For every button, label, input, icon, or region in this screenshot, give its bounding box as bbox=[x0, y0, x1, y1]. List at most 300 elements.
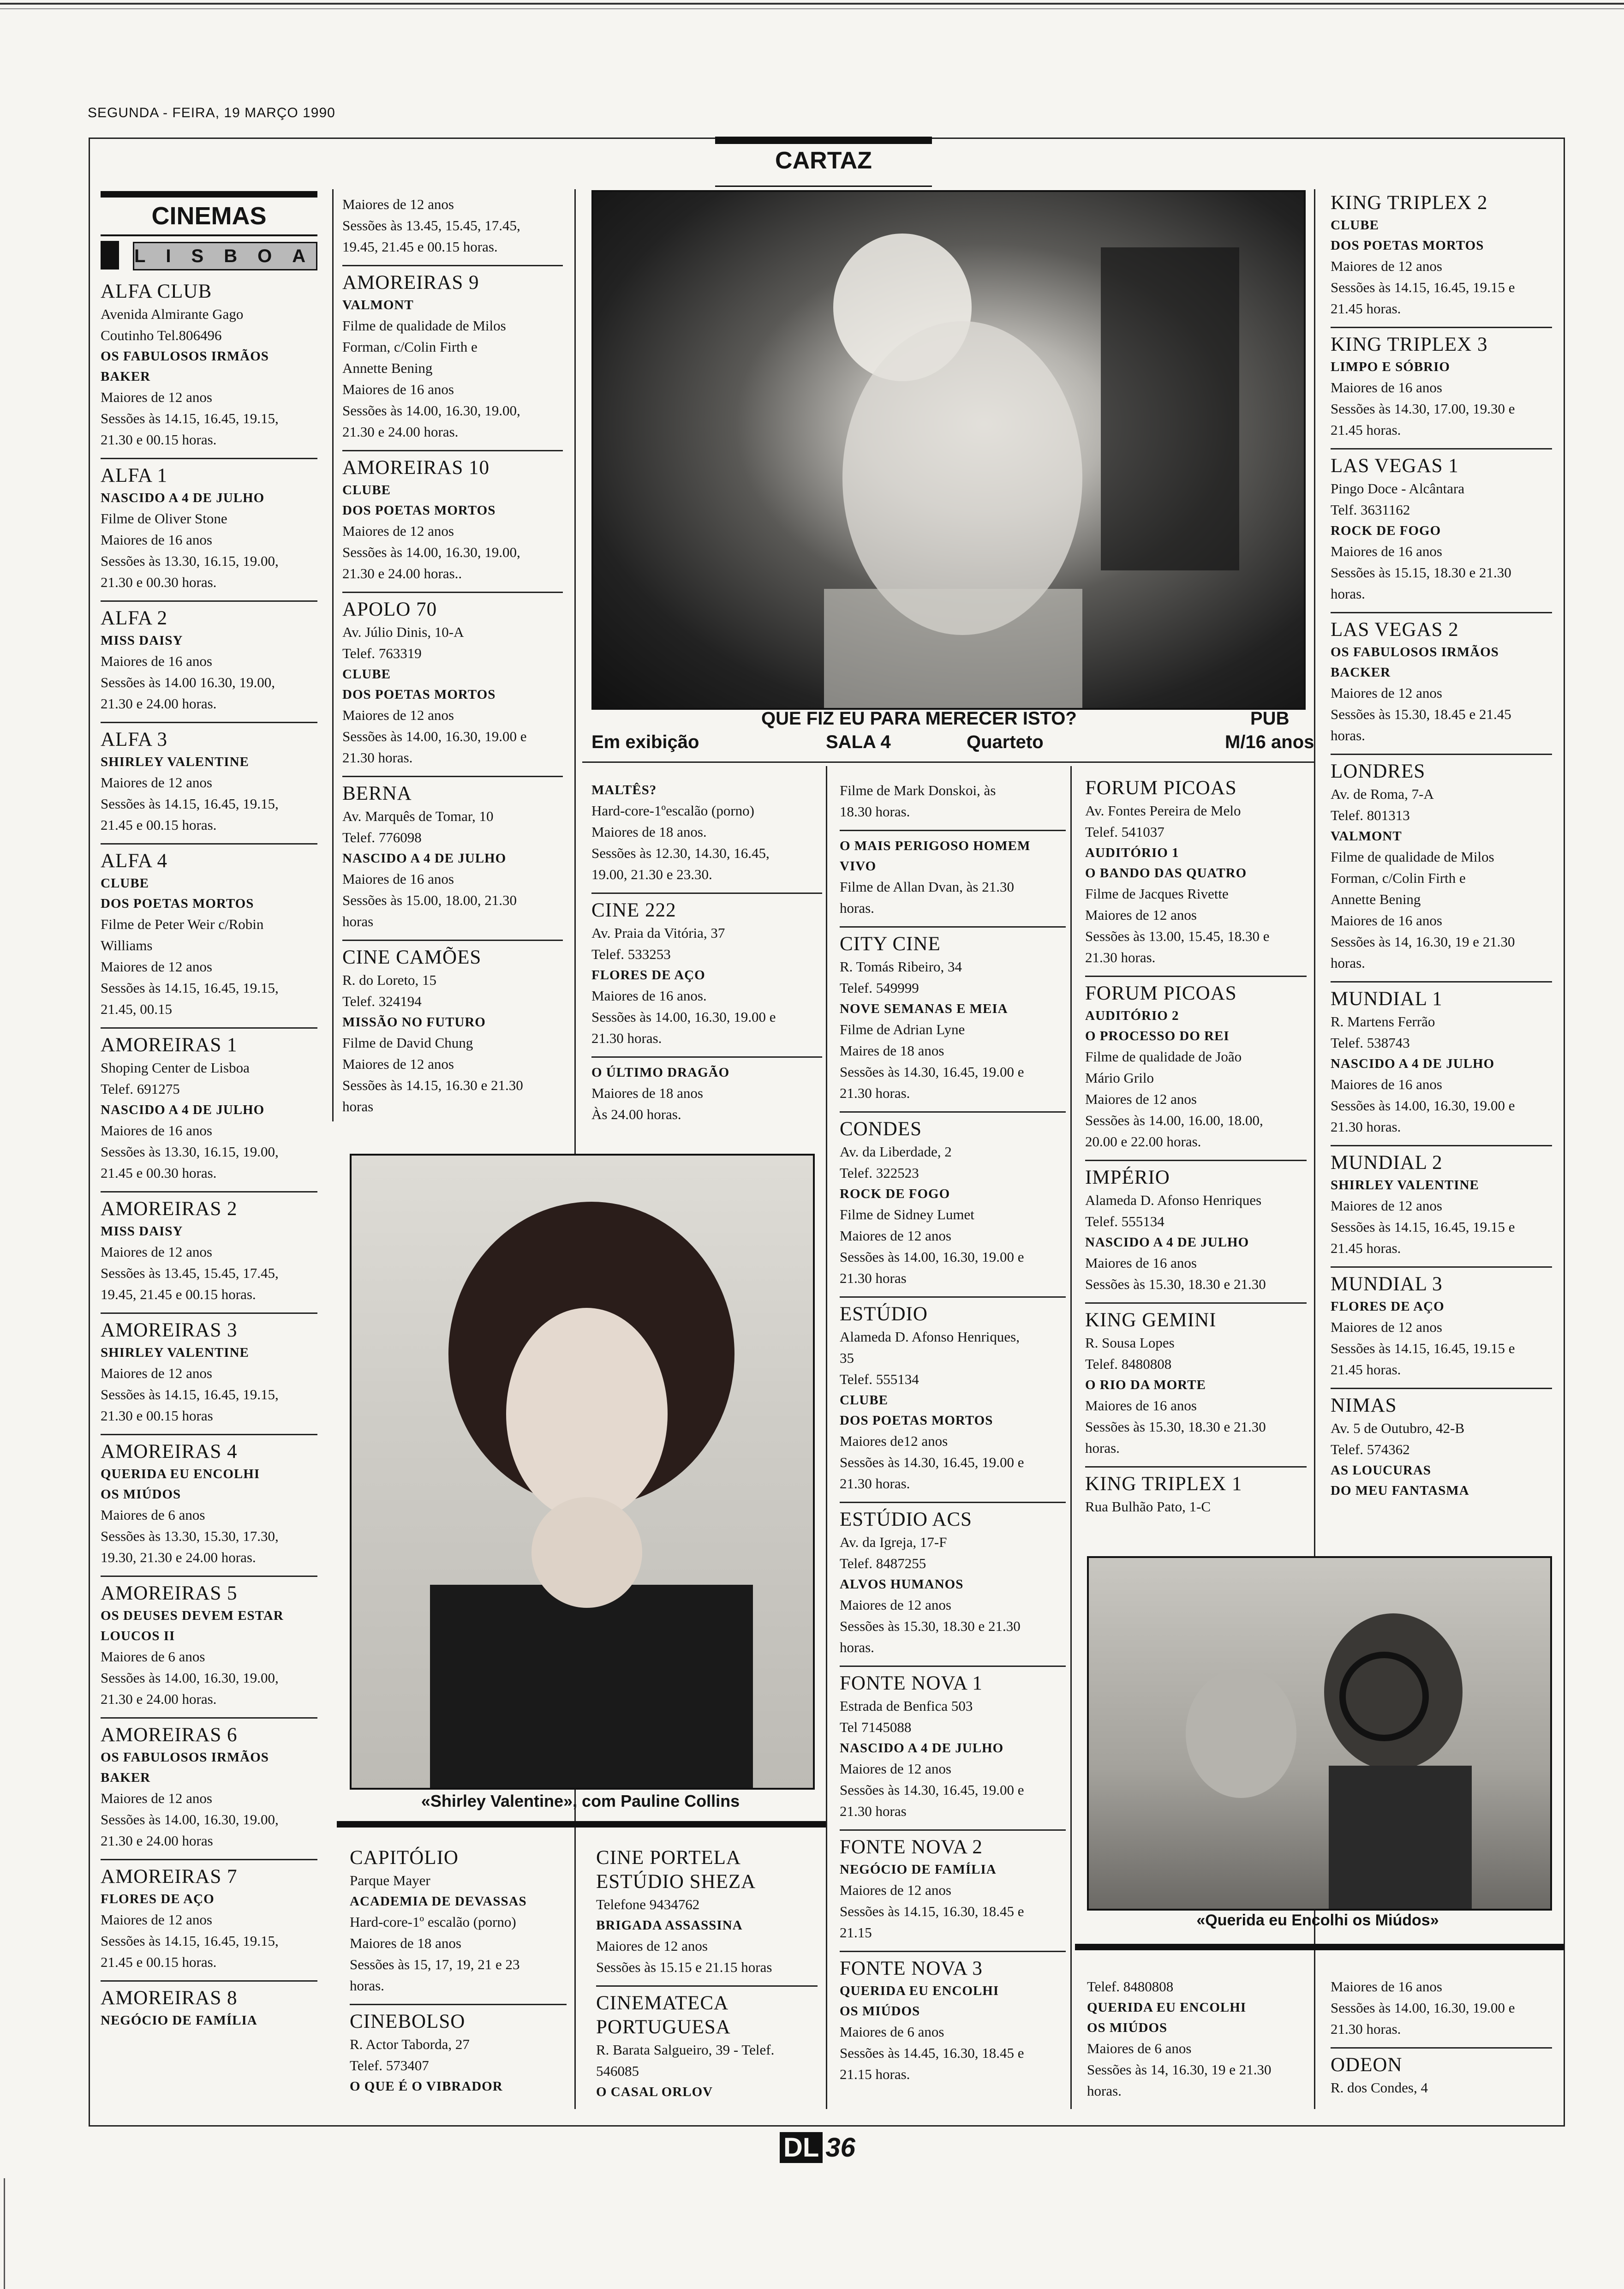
session-info: Filme de qualidade de Milos bbox=[1331, 849, 1494, 865]
cinema-name: AMOREIRAS 5 bbox=[101, 1582, 238, 1604]
session-info: Sessões às 13.30, 15.30, 17.30, bbox=[101, 1528, 279, 1544]
session-info: Hard-core-1º escalão (porno) bbox=[350, 1914, 516, 1930]
session-info: 20.00 e 22.00 horas. bbox=[1085, 1133, 1201, 1150]
session-info: Maiores de 12 anos bbox=[596, 1938, 708, 1954]
session-info: Maiores de 6 anos bbox=[1087, 2040, 1192, 2056]
cinema-name: KING TRIPLEX 3 bbox=[1331, 334, 1488, 355]
cinema-address: Telef. 538743 bbox=[1331, 1035, 1410, 1051]
session-info: 21.30 e 00.15 horas bbox=[101, 1408, 213, 1424]
cinema-listing bbox=[840, 1829, 1066, 1951]
cinema-address: Telef. 541037 bbox=[1085, 824, 1164, 840]
session-info: Filme de qualidade de Milos bbox=[342, 318, 506, 334]
film-title: NASCIDO A 4 DE JULHO bbox=[101, 491, 265, 505]
session-info: Maiores de 16 anos bbox=[1085, 1397, 1197, 1414]
column-4 bbox=[840, 775, 1066, 2092]
session-info: Maiores de 18 anos bbox=[350, 1935, 461, 1951]
session-info: Filme de Mark Donskoi, às bbox=[840, 782, 996, 798]
session-info: Maiores de 16 anos bbox=[342, 381, 454, 397]
film-title: QUERIDA EU ENCOLHI bbox=[1087, 2000, 1247, 2015]
cinema-address: Av. Júlio Dinis, 10-A bbox=[342, 624, 464, 640]
cinema-listing bbox=[1087, 1971, 1308, 2109]
cinema-listing bbox=[101, 1191, 317, 1312]
film-title: NASCIDO A 4 DE JULHO bbox=[840, 1741, 1004, 1756]
shirley-valentine-caption: «Shirley Valentine», com Pauline Collins bbox=[421, 1792, 740, 1810]
film-title: MISS DAISY bbox=[101, 633, 183, 648]
cinema-address: Telef. 574362 bbox=[1331, 1441, 1410, 1457]
session-info: Maiores de 12 anos bbox=[1085, 907, 1197, 923]
session-info: Maiores de 16 anos bbox=[1331, 543, 1442, 559]
column-3 bbox=[591, 775, 822, 1133]
ad-bottom-rule bbox=[582, 761, 1314, 763]
session-info: 18.30 horas. bbox=[840, 803, 910, 820]
cinema-address: Telefone 9434762 bbox=[596, 1896, 700, 1912]
film-title: LOUCOS II bbox=[101, 1629, 175, 1643]
session-info: Maiores de 12 anos bbox=[101, 1244, 212, 1260]
session-info: Sessões às 15.15, 18.30 e 21.30 bbox=[1331, 564, 1511, 581]
session-info: Maiores de 12 anos bbox=[840, 1228, 951, 1244]
session-info: Maires de 18 anos bbox=[840, 1043, 944, 1059]
cinema-address: Shoping Center de Lisboa bbox=[101, 1060, 250, 1076]
cinema-listing bbox=[1331, 186, 1552, 327]
session-info: Maiores de 12 anos bbox=[840, 1882, 951, 1898]
session-info: Forman, c/Colin Firth e bbox=[342, 339, 478, 355]
cinema-listing bbox=[1085, 772, 1307, 976]
film-title: BAKER bbox=[101, 369, 151, 384]
cinema-name: CINE CAMÕES bbox=[342, 947, 482, 968]
session-info: Sessões às 14.15, 16.45, 19.15 e bbox=[1331, 1340, 1515, 1356]
session-info: Sessões às 14.00, 16.30, 19.00, bbox=[342, 544, 520, 560]
session-info: Filme de Allan Dvan, às 21.30 bbox=[840, 879, 1014, 895]
cinema-listing bbox=[840, 830, 1066, 926]
page-top-rule-thin bbox=[0, 8, 1624, 9]
cinema-address: Telef. 555134 bbox=[1085, 1213, 1164, 1229]
cinema-listing bbox=[1331, 1388, 1552, 1508]
film-title: VALMONT bbox=[1331, 829, 1402, 844]
session-info: 21.30 e 00.15 horas. bbox=[101, 431, 217, 448]
cinema-address: Pingo Doce - Alcântara bbox=[1331, 480, 1465, 497]
cinema-name: ALFA 2 bbox=[101, 607, 167, 629]
cinema-address: R. dos Condes, 4 bbox=[1331, 2079, 1428, 2096]
cinema-name: IMPÉRIO bbox=[1085, 1167, 1170, 1188]
session-info: horas bbox=[342, 913, 374, 929]
session-info: Maiores de 12 anos bbox=[342, 196, 454, 212]
film-title: OS MIÚDOS bbox=[1087, 2020, 1168, 2035]
column-bottom-b bbox=[350, 1841, 567, 2104]
cinema-address: Telef. 549999 bbox=[840, 980, 919, 996]
cinema-name: KING GEMINI bbox=[1085, 1309, 1217, 1331]
column-6 bbox=[1331, 186, 1552, 1508]
session-info: 21.30 horas. bbox=[840, 1085, 910, 1101]
cinema-listing bbox=[1331, 1971, 1552, 2047]
cinema-listing bbox=[1085, 1466, 1307, 1525]
session-info: 21.30 e 24.00 horas.. bbox=[342, 565, 462, 581]
session-info: 21.30 horas. bbox=[1331, 1119, 1401, 1135]
cinema-name: CINEMATECA PORTUGUESA bbox=[596, 1992, 731, 2038]
film-title: O RIO DA MORTE bbox=[1085, 1378, 1206, 1392]
cinema-address: R. Martens Ferrão bbox=[1331, 1013, 1435, 1030]
cinema-listing bbox=[101, 1859, 317, 1980]
session-info: 21.30 horas. bbox=[342, 749, 413, 766]
film-title: O BANDO DAS QUATRO bbox=[1085, 866, 1247, 881]
cinema-listing bbox=[596, 1841, 818, 1985]
cinema-address: R. do Loreto, 15 bbox=[342, 972, 437, 988]
cinema-listing bbox=[840, 1296, 1066, 1502]
session-info: Sessões às 14.45, 16.30, 18.45 e bbox=[840, 2045, 1024, 2061]
cinema-name: AMOREIRAS 8 bbox=[101, 1987, 238, 2009]
cinema-listing bbox=[1085, 1160, 1307, 1302]
session-info: 21.30 e 00.30 horas. bbox=[101, 574, 217, 590]
cinema-name: MUNDIAL 2 bbox=[1331, 1152, 1443, 1174]
film-title: O MAIS PERIGOSO HOMEM bbox=[840, 839, 1031, 853]
session-info: Maiores de 12 anos bbox=[1331, 1319, 1442, 1335]
session-info: Sessões às 14.00, 16.00, 18.00, bbox=[1085, 1112, 1263, 1128]
cinema-address: R. Actor Taborda, 27 bbox=[350, 2036, 470, 2052]
cinema-name: MUNDIAL 1 bbox=[1331, 988, 1443, 1010]
cinema-address: Alameda D. Afonso Henriques, bbox=[840, 1329, 1020, 1345]
cinema-address: Estrada de Benfica 503 bbox=[840, 1698, 973, 1714]
session-info: 21.45, 00.15 bbox=[101, 1001, 172, 1017]
ad-cinema-label: Quarteto bbox=[967, 732, 1044, 752]
column-bottom-c bbox=[596, 1841, 818, 2109]
cinema-name: CINE 222 bbox=[591, 899, 676, 921]
session-info: Maiores de 12 anos bbox=[342, 707, 454, 723]
cinema-address: R. Tomás Ribeiro, 34 bbox=[840, 959, 962, 975]
session-info: horas. bbox=[1085, 1440, 1120, 1456]
cinema-listing bbox=[101, 722, 317, 843]
session-info: horas. bbox=[840, 900, 874, 916]
session-info: Sessões às 14.00, 16.30, 19.00, bbox=[101, 1811, 279, 1828]
cinema-address: Telef. 555134 bbox=[840, 1371, 919, 1387]
film-title: AUDITÓRIO 1 bbox=[1085, 845, 1179, 860]
cinema-address: Telef. 776098 bbox=[342, 829, 422, 845]
session-info: Sessões às 13.00, 15.45, 18.30 e bbox=[1085, 928, 1270, 944]
film-title: O ÚLTIMO DRAGÃO bbox=[591, 1065, 730, 1080]
film-title: DOS POETAS MORTOS bbox=[342, 687, 496, 702]
film-title: AS LOUCURAS bbox=[1331, 1463, 1432, 1478]
film-title: MALTÊS? bbox=[591, 783, 657, 797]
session-info: Maiores de 16 anos bbox=[1085, 1255, 1197, 1271]
film-title: NASCIDO A 4 DE JULHO bbox=[1331, 1056, 1495, 1071]
session-info: Sessões às 14.15, 16.45, 19.15 e bbox=[1331, 279, 1515, 295]
cinema-listing bbox=[840, 775, 1066, 830]
session-info: Sessões às 14.00, 16.30, 19.00, bbox=[101, 1670, 279, 1686]
film-title: VIVO bbox=[840, 859, 877, 874]
session-info: Sessões às 14.00, 16.30, 19.00 e bbox=[1331, 2000, 1515, 2016]
session-info: Filme de Sidney Lumet bbox=[840, 1206, 974, 1222]
film-title: OS MIÚDOS bbox=[840, 2004, 920, 2019]
cinema-listing bbox=[591, 1056, 822, 1133]
session-info: 19.00, 21.30 e 23.30. bbox=[591, 866, 712, 882]
session-info: Sessões às 14.30, 16.45, 19.00 e bbox=[840, 1454, 1024, 1470]
session-info: 21.45 e 00.15 horas. bbox=[101, 817, 217, 833]
session-info: Sessões às 15.00, 18.00, 21.30 bbox=[342, 892, 517, 908]
cinema-address: Rua Bulhão Pato, 1-C bbox=[1085, 1498, 1211, 1515]
cinema-name: BERNA bbox=[342, 783, 412, 804]
cinema-address: Av. da Liberdade, 2 bbox=[840, 1144, 952, 1160]
cinema-listing bbox=[101, 1980, 317, 2038]
session-info: Maiores de 16 anos bbox=[101, 1122, 212, 1139]
cinema-listing bbox=[342, 776, 563, 940]
cinema-listing bbox=[350, 2004, 567, 2104]
page-number: 36 bbox=[825, 2133, 855, 2163]
session-info: Maiores de 12 anos bbox=[101, 1911, 212, 1928]
film-title: DOS POETAS MORTOS bbox=[101, 896, 254, 911]
session-info: Maiores de 12 anos bbox=[1331, 1198, 1442, 1214]
film-title: O CASAL ORLOV bbox=[596, 2085, 713, 2099]
session-info: Maiores de 12 anos bbox=[342, 1056, 454, 1072]
session-info: Sessões às 13.45, 15.45, 17.45, bbox=[342, 217, 520, 234]
cinema-address: Telef. 324194 bbox=[342, 993, 422, 1009]
session-info: Hard-core-1ºescalão (porno) bbox=[591, 803, 755, 819]
cinema-address: Av. 5 de Outubro, 42-B bbox=[1331, 1420, 1465, 1436]
session-info: 21.15 horas. bbox=[840, 2066, 910, 2082]
film-title: NASCIDO A 4 DE JULHO bbox=[101, 1103, 265, 1117]
film-title: FLORES DE AÇO bbox=[591, 968, 705, 983]
cinema-listing bbox=[596, 1985, 818, 2109]
cinema-name: LAS VEGAS 2 bbox=[1331, 619, 1459, 641]
session-info: Maiores de 12 anos bbox=[101, 1365, 212, 1381]
cinemas-heading: CINEMAS bbox=[101, 191, 317, 236]
ad-rating-label: M/16 anos bbox=[1225, 732, 1314, 752]
session-info: Sessões às 15.30, 18.45 e 21.45 bbox=[1331, 706, 1511, 722]
session-info: 21.30 horas bbox=[840, 1270, 907, 1286]
cinema-name: FONTE NOVA 2 bbox=[840, 1836, 983, 1858]
film-title: ALVOS HUMANOS bbox=[840, 1577, 964, 1592]
film-title: AUDITÓRIO 2 bbox=[1085, 1008, 1179, 1023]
film-title: O PROCESSO DO REI bbox=[1085, 1029, 1230, 1043]
session-info: Maiores de 16 anos bbox=[101, 532, 212, 548]
session-info: Filme de Peter Weir c/Robin bbox=[101, 916, 264, 932]
ad-photo-figure bbox=[593, 192, 1304, 708]
cinema-listing bbox=[101, 458, 317, 600]
cinema-address: 546085 bbox=[596, 2063, 639, 2079]
querida-caption: «Querida eu Encolhi os Miúdos» bbox=[1196, 1911, 1439, 1929]
cinema-listing bbox=[1331, 754, 1552, 981]
cinema-name: FONTE NOVA 1 bbox=[840, 1672, 983, 1694]
session-info: Mário Grilo bbox=[1085, 1070, 1154, 1086]
film-title: FLORES DE AÇO bbox=[101, 1892, 215, 1906]
cinema-listing bbox=[591, 893, 822, 1056]
session-info: Sessões às 14.00, 16.30, 19.00 e bbox=[840, 1249, 1024, 1265]
session-info: Sessões às 15.15 e 21.15 horas bbox=[596, 1959, 772, 1975]
cinema-listing bbox=[1331, 981, 1552, 1145]
cinema-name: AMOREIRAS 9 bbox=[342, 272, 479, 294]
session-info: Maiores de 12 anos bbox=[1085, 1091, 1197, 1107]
cinema-listing bbox=[342, 592, 563, 776]
cinema-name: ALFA 1 bbox=[101, 465, 167, 486]
caption-rule bbox=[1075, 1944, 1564, 1950]
session-info: Annette Bening bbox=[1331, 891, 1421, 907]
session-info: 21.45 horas. bbox=[1331, 422, 1401, 438]
session-info: Maiores de 16 anos bbox=[1331, 912, 1442, 929]
session-info: 21.45 horas. bbox=[1331, 1240, 1401, 1256]
session-info: Sessões às 14, 16.30, 19 e 21.30 bbox=[1331, 934, 1515, 950]
cinema-name: LONDRES bbox=[1331, 761, 1426, 782]
film-title: SHIRLEY VALENTINE bbox=[101, 755, 249, 769]
cinema-listing bbox=[101, 600, 317, 722]
session-info: Maiores de 12 anos bbox=[101, 959, 212, 975]
session-info: Forman, c/Colin Firth e bbox=[1331, 870, 1466, 886]
session-info: Maiores de 16 anos bbox=[1331, 1076, 1442, 1092]
cinema-listing bbox=[101, 1576, 317, 1717]
session-info: Sessões às 14.00, 16.30, 19.00 e bbox=[342, 728, 527, 744]
session-info: 21.30 e 24.00 horas. bbox=[101, 695, 217, 712]
session-info: Maiores de 12 anos bbox=[342, 523, 454, 539]
session-info: Sessões às 15.30, 18.30 e 21.30 bbox=[840, 1618, 1021, 1634]
film-title: BAKER bbox=[101, 1770, 151, 1785]
session-info: horas. bbox=[1087, 2083, 1122, 2099]
session-info: Maiores de 16 anos bbox=[101, 653, 212, 669]
page-top-rule bbox=[0, 3, 1624, 5]
session-info: horas bbox=[342, 1098, 374, 1115]
film-title: CLUBE bbox=[1331, 218, 1379, 233]
ad-pub-label: PUB bbox=[1250, 708, 1290, 729]
city-banner bbox=[101, 241, 326, 270]
cinema-listing bbox=[101, 1717, 317, 1859]
session-info: 21.45 e 00.15 horas. bbox=[101, 1954, 217, 1970]
session-info: horas. bbox=[1331, 955, 1365, 971]
cinema-listing bbox=[1331, 448, 1552, 612]
cinema-name: AMOREIRAS 3 bbox=[101, 1319, 238, 1341]
session-info: Sessões às 14.15, 16.30, 18.45 e bbox=[840, 1903, 1024, 1919]
film-title: DOS POETAS MORTOS bbox=[1331, 238, 1484, 253]
cinema-address: Tel 7145088 bbox=[840, 1719, 912, 1735]
ad-showing-label: Em exibição bbox=[591, 732, 699, 752]
column-divider bbox=[826, 766, 827, 2109]
cinema-address: Av. da Igreja, 17-F bbox=[840, 1534, 947, 1550]
session-info: Sessões às 14.00, 16.30, 19.00 e bbox=[1331, 1097, 1515, 1114]
cinema-name: MUNDIAL 3 bbox=[1331, 1273, 1443, 1295]
cinema-listing bbox=[101, 843, 317, 1027]
session-info: Sessões às 14.15, 16.30 e 21.30 bbox=[342, 1077, 523, 1093]
cinema-listing bbox=[840, 1666, 1066, 1829]
session-info: Maiores de 16 anos. bbox=[591, 988, 707, 1004]
session-info: horas. bbox=[1331, 586, 1365, 602]
session-info: Sessões às 15.30, 18.30 e 21.30 bbox=[1085, 1276, 1266, 1292]
session-info: Maiores de 16 anos bbox=[342, 871, 454, 887]
session-info: Filme de qualidade de João bbox=[1085, 1049, 1242, 1065]
cinema-listing bbox=[342, 189, 563, 265]
session-info: Maiores de 12 anos bbox=[101, 774, 212, 791]
session-info: Maiores de 12 anos bbox=[840, 1761, 951, 1777]
cinema-listing bbox=[1331, 1266, 1552, 1388]
city-banner-block bbox=[101, 241, 119, 270]
film-title: BACKER bbox=[1331, 665, 1391, 680]
film-title: MISSÃO NO FUTURO bbox=[342, 1015, 486, 1030]
cinema-address: Coutinho Tel.806496 bbox=[101, 327, 222, 343]
session-info: Sessões às 12.30, 14.30, 16.45, bbox=[591, 845, 770, 861]
session-info: Maiores de12 anos bbox=[840, 1433, 948, 1449]
session-info: Maiores de 16 anos bbox=[1331, 1978, 1442, 1995]
querida-photo bbox=[1087, 1556, 1552, 1911]
cinema-address: Telef. 691275 bbox=[101, 1081, 180, 1097]
session-info: Annette Bening bbox=[342, 360, 433, 376]
cinema-name: CINEBOLSO bbox=[350, 2011, 466, 2032]
session-info: 21.30 e 24.00 horas bbox=[101, 1833, 213, 1849]
session-info: Filme de Oliver Stone bbox=[101, 510, 227, 527]
film-title: SHIRLEY VALENTINE bbox=[1331, 1178, 1479, 1192]
querida-figure bbox=[1089, 1558, 1550, 1909]
film-title: OS FABULOSOS IRMÃOS bbox=[101, 1750, 269, 1765]
cinema-address: Av. Marquês de Tomar, 10 bbox=[342, 808, 494, 824]
cinema-name: NIMAS bbox=[1331, 1395, 1397, 1416]
cinema-name: AMOREIRAS 1 bbox=[101, 1034, 238, 1056]
column-5 bbox=[1085, 772, 1307, 1525]
film-title: CLUBE bbox=[840, 1393, 888, 1408]
session-info: Maiores de 18 anos bbox=[591, 1085, 703, 1101]
dateline: SEGUNDA - FEIRA, 19 MARÇO 1990 bbox=[88, 105, 335, 120]
session-info: 21.45 horas. bbox=[1331, 300, 1401, 317]
film-title: ACADEMIA DE DEVASSAS bbox=[350, 1894, 527, 1909]
cinema-listing bbox=[350, 1841, 567, 2004]
film-title: DOS POETAS MORTOS bbox=[840, 1413, 993, 1428]
session-info: Sessões às 15.30, 18.30 e 21.30 bbox=[1085, 1419, 1266, 1435]
cinema-name: AMOREIRAS 10 bbox=[342, 457, 490, 479]
session-info: Sessões às 14.30, 16.45, 19.00 e bbox=[840, 1064, 1024, 1080]
film-title: DO MEU FANTASMA bbox=[1331, 1483, 1469, 1498]
session-info: 21.30 horas. bbox=[1085, 949, 1156, 965]
cinema-name: FORUM PICOAS bbox=[1085, 983, 1237, 1004]
cinema-listing bbox=[840, 1111, 1066, 1296]
cinema-address: Telef. 8480808 bbox=[1085, 1356, 1172, 1372]
cinema-address: Telf. 3631162 bbox=[1331, 502, 1410, 518]
session-info: Sessões às 15, 17, 19, 21 e 23 bbox=[350, 1956, 520, 1972]
film-title: MISS DAISY bbox=[101, 1224, 183, 1239]
session-info: 21.30 horas. bbox=[591, 1030, 662, 1046]
session-info: 19.30, 21.30 e 24.00 horas. bbox=[101, 1549, 256, 1565]
film-title: VALMONT bbox=[342, 298, 414, 312]
cinema-listing bbox=[101, 1434, 317, 1576]
film-title: ROCK DE FOGO bbox=[840, 1186, 950, 1201]
film-title: LIMPO E SÓBRIO bbox=[1331, 360, 1450, 374]
cinema-address: Telef. 763319 bbox=[342, 645, 422, 661]
session-info: horas. bbox=[840, 1639, 874, 1655]
film-title: NEGÓCIO DE FAMÍLIA bbox=[101, 2013, 257, 2028]
cinema-address: R. Barata Salgueiro, 39 - Telef. bbox=[596, 2042, 775, 2058]
session-info: Sessões às 14.00, 16.30, 19.00 e bbox=[591, 1009, 776, 1025]
page-edge-rule bbox=[4, 2178, 5, 2289]
film-title: OS MIÚDOS bbox=[101, 1487, 181, 1502]
caption-rule bbox=[337, 1821, 826, 1828]
cinema-listing bbox=[101, 275, 317, 458]
session-info: Às 24.00 horas. bbox=[591, 1106, 681, 1122]
film-title: CLUBE bbox=[101, 876, 149, 891]
cinema-name: KING TRIPLEX 1 bbox=[1085, 1473, 1242, 1495]
cinema-name: ALFA CLUB bbox=[101, 281, 212, 302]
session-info: Sessões às 14.15, 16.45, 19.15 e bbox=[1331, 1219, 1515, 1235]
column-divider bbox=[332, 189, 334, 1121]
session-info: Sessões às 13.45, 15.45, 17.45, bbox=[101, 1265, 279, 1281]
column-bottom-f bbox=[1331, 1971, 1552, 2106]
session-info: Sessões às 13.30, 16.15, 19.00, bbox=[101, 1144, 279, 1160]
cinema-address: 35 bbox=[840, 1350, 854, 1366]
session-info: Sessões às 14.15, 16.45, 19.15, bbox=[101, 410, 279, 426]
film-title: FLORES DE AÇO bbox=[1331, 1299, 1445, 1314]
cinema-listing bbox=[1331, 1145, 1552, 1266]
shirley-valentine-photo bbox=[350, 1154, 815, 1790]
cinema-name: LAS VEGAS 1 bbox=[1331, 455, 1459, 477]
ad-room-label: SALA 4 bbox=[826, 732, 891, 752]
cinema-address: Telef. 8480808 bbox=[1087, 1978, 1174, 1995]
cinema-name: AMOREIRAS 4 bbox=[101, 1441, 238, 1462]
session-info: Maiores de 12 anos bbox=[101, 389, 212, 405]
cinema-name: FORUM PICOAS bbox=[1085, 777, 1237, 799]
session-info: 21.30 e 24.00 horas. bbox=[342, 424, 459, 440]
session-info: Sessões às 14, 16.30, 19 e 21.30 bbox=[1087, 2061, 1272, 2078]
session-info: Sessões às 14.00, 16.30, 19.00, bbox=[342, 402, 520, 419]
cinema-listing bbox=[1085, 976, 1307, 1160]
cinema-name: ESTÚDIO ACS bbox=[840, 1509, 972, 1530]
